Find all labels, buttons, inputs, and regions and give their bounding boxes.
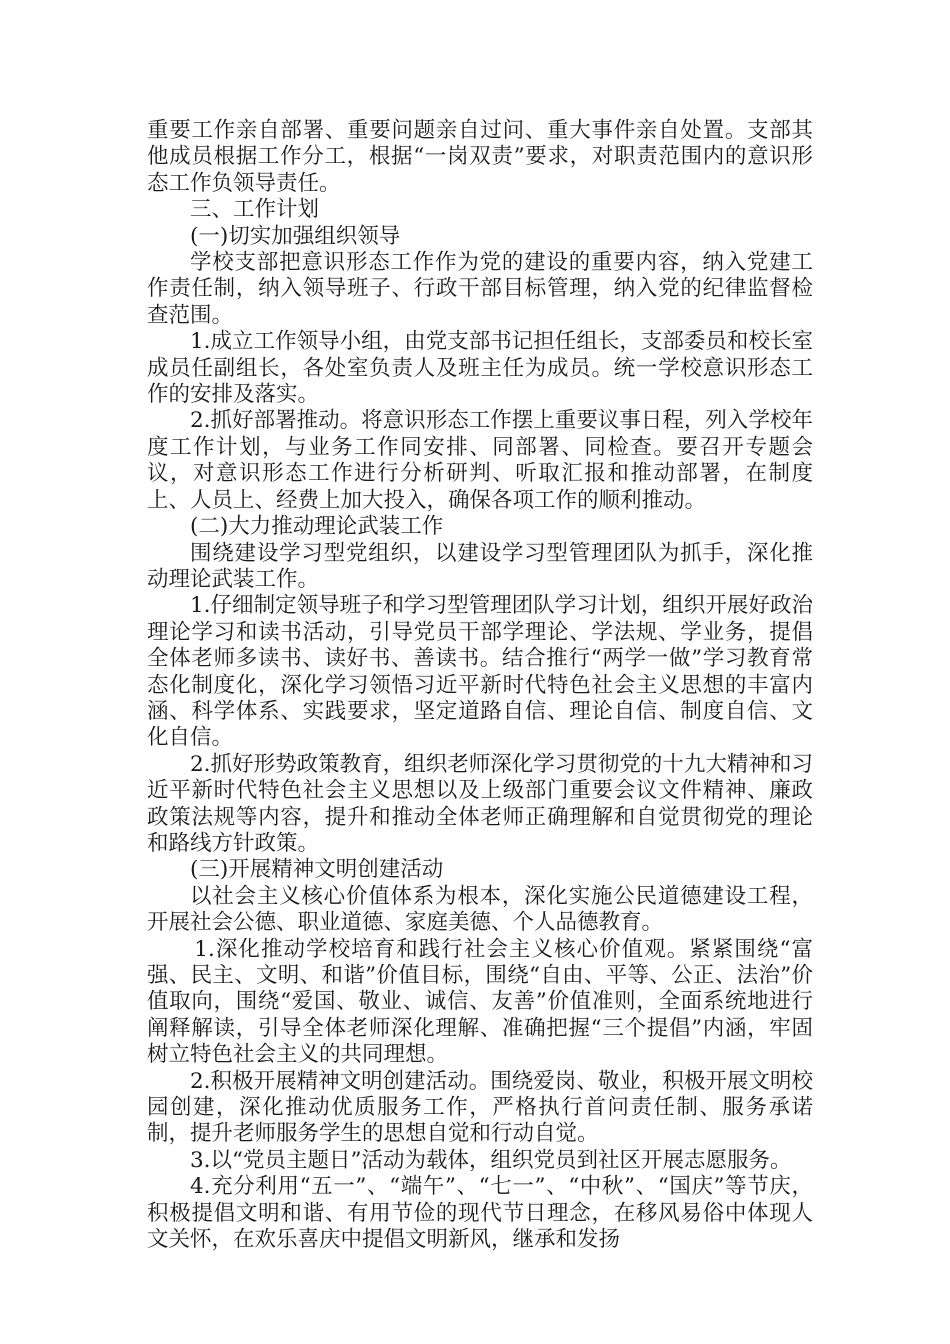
document-body xyxy=(147,118,813,1253)
list-item: 4.充分利用“五一”、“端午”、“七一”、“中秋”、“国庆”等节庆，积极提倡文明和谐、有用节俭的现代节日理念，在移风易俗中体现人文关怀，在欢乐喜庆中提倡文明新风，继承和发扬 xyxy=(147,1174,813,1253)
list-item: 3.以“党员主题日”活动为载体，组织党员到社区开展志愿服务。 xyxy=(190,1147,792,1173)
list-item: 1.仔细制定领导班子和学习型管理团队学习计划，组织开展好政治理论学习和读书活动，引导党员干部学理论、学法规、学业务，提倡全体老师多读书、读好书、善读书。结合推行“两学一做”学习教育常态化制度化，深化学习领悟习近平新时代特色社会主义思想的丰富内涵、科学体系、实践要求，坚定道路自信、理论自信、制度自信、文化自信。 xyxy=(147,593,813,751)
paragraph: 以社会主义核心价值体系为根本，深化实施公民道德建设工程，开展社会公德、职业道德、家庭美德、个人品德教育。 xyxy=(147,883,813,936)
section-heading-work-plan: 三、工作计划 xyxy=(190,197,320,223)
list-item: 2.抓好部署推动。将意识形态工作摆上重要议事日程，列入学校年度工作计划，与业务工作同安排、同部署、同检查。要召开专题会议，对意识形态工作进行分析研判、听取汇报和推动部署，在制度上、人员上、经费上加大投入，确保各项工作的顺利推动。 xyxy=(147,408,813,513)
paragraph: 学校支部把意识形态工作作为党的建设的重要内容，纳入党建工作责任制，纳入领导班子、行政干部目标管理，纳入党的纪律监督检查范围。 xyxy=(147,250,813,328)
list-item: 1.深化推动学校培育和践行社会主义核心价值观。紧紧围绕“富强、民主、文明、和谐”价值目标，围绕“自由、平等、公正、法治”价值取向，围绕“爱国、敬业、诚信、友善”价值准则，全面系统地进行阐释解读，引导全体老师深化理解、准确把握“三个提倡”内涵，牢固树立特色社会主义的共同理想。 xyxy=(147,936,813,1068)
paragraph-continuation: 重要工作亲自部署、重要问题亲自过问、重大事件亲自处置。支部其他成员根据工作分工，根据“一岗双责”要求，对职责范围内的意识形态工作负领导责任。 xyxy=(147,118,813,196)
list-item: 1.成立工作领导小组，由党支部书记担任组长，支部委员和校长室成员任副组长，各处室负责人及班主任为成员。统一学校意识形态工作的安排及落实。 xyxy=(147,329,813,408)
list-item: 2.积极开展精神文明创建活动。围绕爱岗、敬业，积极开展文明校园创建，深化推动优质服务工作，严格执行首问责任制、服务承诺制，提升老师服务学生的思想自觉和行动自觉。 xyxy=(147,1068,813,1147)
subheading-theory: (二)大力推动理论武装工作 xyxy=(190,514,444,540)
paragraph: 围绕建设学习型党组织，以建设学习型管理团队为抓手，深化推动理论武装工作。 xyxy=(147,540,813,592)
list-item: 2.抓好形势政策教育，组织老师深化学习贯彻党的十九大精神和习近平新时代特色社会主义思想以及上级部门重要会议文件精神、廉政政策法规等内容，提升和推动全体老师正确理解和自觉贯彻党的理论和路线方针政策。 xyxy=(147,751,813,856)
subheading-civilization: (三)开展精神文明创建活动 xyxy=(190,857,444,883)
subheading-organization: (一)切实加强组织领导 xyxy=(190,223,401,249)
